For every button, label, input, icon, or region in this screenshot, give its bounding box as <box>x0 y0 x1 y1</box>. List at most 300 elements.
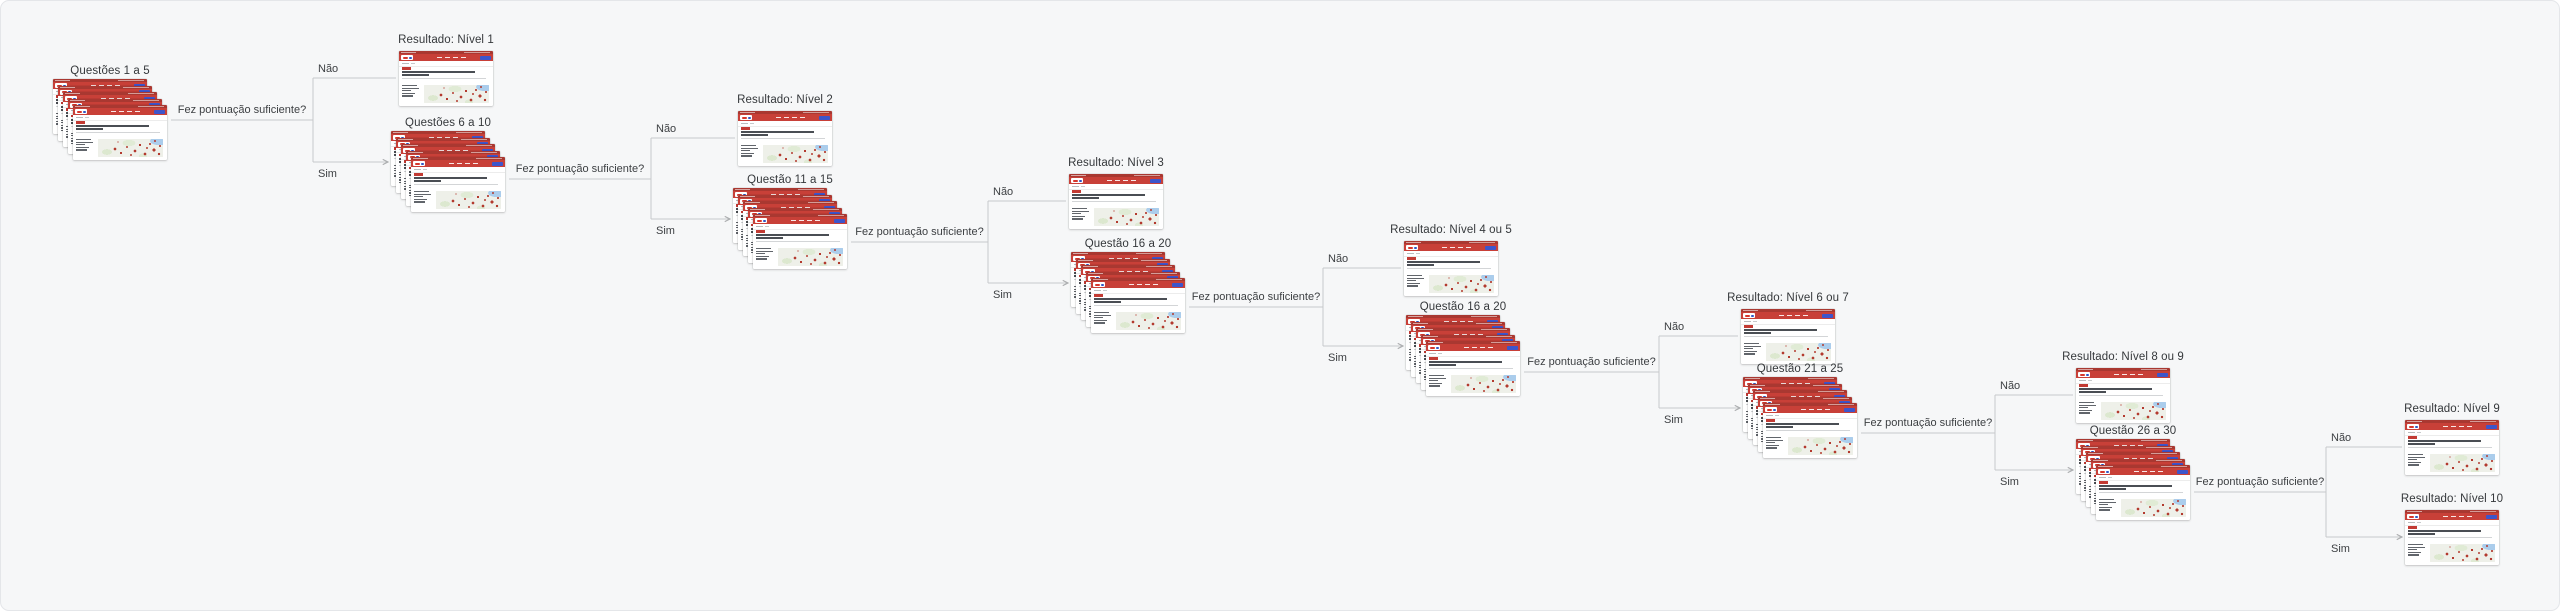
topbar-text <box>1071 175 1086 176</box>
nav-link <box>453 57 458 58</box>
decision-question-label: Fez pontuação suficiente? <box>1191 291 1321 303</box>
topbar-text <box>2407 511 2422 512</box>
topbar-links <box>2146 447 2172 448</box>
topbar-links <box>476 158 502 159</box>
nav-link <box>2459 426 2464 427</box>
headline-line <box>414 177 487 179</box>
nav-link <box>1803 315 1808 316</box>
ccaa-logo <box>1765 407 1777 412</box>
thumbnail-breadcrumb <box>2405 430 2499 436</box>
topbar-text <box>398 139 413 140</box>
thumbnail-navbar <box>753 217 847 224</box>
ccaa-logo <box>1743 313 1755 318</box>
webpage-thumbnail-r8[interactable] <box>2405 510 2499 565</box>
topbar-links <box>464 52 490 53</box>
logo-mark-red <box>403 57 408 59</box>
topbar-text <box>755 215 770 216</box>
nav-link <box>2138 374 2143 375</box>
topbar-links <box>2470 421 2496 422</box>
subtext-line <box>2408 537 2492 538</box>
nav-link <box>1464 347 1469 348</box>
headline-line <box>2079 391 2106 393</box>
topbar-text <box>1755 391 1770 392</box>
thumbnail-navbar <box>1404 244 1498 251</box>
webpage-thumbnail-q2[interactable] <box>411 157 505 212</box>
thumbnail-navbar <box>73 108 167 115</box>
cta-button <box>2177 470 2188 475</box>
nav-link <box>799 220 804 221</box>
breadcrumb-item <box>402 63 409 64</box>
webpage-thumbnail-r1[interactable] <box>399 51 493 106</box>
branch-yes-label: Sim <box>1328 352 1347 364</box>
topbar-links <box>471 152 497 153</box>
branch-no-label: Não <box>1664 321 1685 333</box>
map-image <box>1429 275 1494 294</box>
cta-button <box>154 110 165 115</box>
breadcrumb-item <box>1438 353 1442 354</box>
thumbnail-breadcrumb <box>411 167 505 173</box>
topbar-text <box>745 202 760 203</box>
branch-no-label: Não <box>1328 253 1349 265</box>
topbar-links <box>2156 460 2182 461</box>
subtext-line <box>76 132 160 133</box>
sidebar-text-block <box>1766 437 1786 455</box>
sidebar-text-block <box>1429 375 1449 393</box>
sidebar-text-block <box>2099 499 2119 517</box>
nav-link <box>457 163 462 164</box>
topbar-text <box>70 100 85 101</box>
nav-link <box>1488 347 1493 348</box>
logo-mark-red <box>2409 426 2414 428</box>
breadcrumb-item <box>1072 186 1079 187</box>
headline-line <box>2079 388 2152 390</box>
webpage-thumbnail-q3[interactable] <box>753 214 847 269</box>
topbar-text <box>2098 466 2113 467</box>
branch-no-label: Não <box>993 186 1014 198</box>
ccaa-logo <box>740 115 752 120</box>
node-label-q4: Questão 16 a 20 <box>1084 238 1172 250</box>
category-badge <box>2099 481 2108 484</box>
topbar-text <box>2078 440 2093 441</box>
webpage-thumbnail-q1[interactable] <box>73 105 167 160</box>
topbar-links <box>1469 242 1495 243</box>
nav-link <box>1779 315 1784 316</box>
topbar-text <box>1406 242 1421 243</box>
ccaa-logo <box>2098 469 2110 474</box>
topbar-links <box>2151 453 2177 454</box>
category-badge <box>1072 190 1081 193</box>
thumbnail-navbar <box>399 54 493 61</box>
topbar-text <box>1428 342 1443 343</box>
nav-link <box>1480 347 1485 348</box>
cta-button <box>1844 408 1855 413</box>
subtext-line <box>414 184 498 185</box>
headline-line <box>76 125 149 127</box>
webpage-thumbnail-q5[interactable] <box>1426 341 1520 396</box>
nav-link <box>445 57 450 58</box>
topbar-text <box>1408 316 1423 317</box>
logo-mark-red <box>757 220 762 222</box>
headline-line <box>1766 426 1793 428</box>
topbar-links <box>123 87 149 88</box>
headline-line <box>756 237 783 239</box>
headline-line <box>741 134 768 136</box>
topbar-links <box>798 189 824 190</box>
breadcrumb-item <box>765 226 769 227</box>
breadcrumb-item <box>2099 477 2106 478</box>
topbar-text <box>1750 385 1765 386</box>
breadcrumb-item <box>2408 522 2415 523</box>
breadcrumb-item <box>750 123 754 124</box>
headline-line <box>2408 533 2435 535</box>
nav-link <box>2130 374 2135 375</box>
nav-link <box>2451 516 2456 517</box>
topbar-text <box>413 158 428 159</box>
logo-mark-red <box>2080 374 2085 376</box>
topbar-links <box>1481 329 1507 330</box>
headline-line <box>76 128 103 130</box>
nav-link <box>473 163 478 164</box>
topbar-links <box>461 139 487 140</box>
category-badge <box>1744 325 1753 328</box>
headline-line <box>1094 301 1121 303</box>
category-badge <box>756 230 765 233</box>
nav-link <box>784 117 789 118</box>
headline-line <box>1744 329 1817 331</box>
topbar-links <box>818 215 844 216</box>
breadcrumb-item <box>1094 290 1101 291</box>
nav-link <box>111 111 116 112</box>
topbar-links <box>138 106 164 107</box>
headline-line <box>1094 298 1167 300</box>
nav-link <box>1153 284 1158 285</box>
headline-line <box>2099 488 2126 490</box>
sidebar-text-block <box>414 191 434 209</box>
topbar-text <box>735 189 750 190</box>
breadcrumb-item <box>2108 477 2112 478</box>
category-badge <box>1766 419 1775 422</box>
cta-button <box>1172 283 1183 288</box>
node-label-r2: Resultado: Nível 2 <box>737 94 833 106</box>
topbar-links <box>2161 466 2187 467</box>
nav-link <box>1450 247 1455 248</box>
headline-line <box>1072 197 1099 199</box>
cta-button <box>819 116 830 121</box>
category-badge <box>402 67 411 70</box>
thumbnail-navbar <box>738 114 832 121</box>
map-image <box>2430 454 2495 473</box>
subtext-line <box>2408 447 2492 448</box>
topbar-links <box>1471 316 1497 317</box>
thumbnail-breadcrumb <box>1091 288 1185 294</box>
category-badge <box>76 121 85 124</box>
subtext-line <box>1094 305 1178 306</box>
logo-mark-blue <box>1436 347 1439 349</box>
headline-line <box>2099 485 2172 487</box>
cta-button <box>492 162 503 167</box>
topbar-text <box>65 93 80 94</box>
topbar-text <box>1078 260 1093 261</box>
topbar-links <box>813 209 839 210</box>
topbar-links <box>808 202 834 203</box>
node-label-q3: Questão 11 a 15 <box>747 174 833 186</box>
nav-link <box>1131 180 1136 181</box>
logo-mark-blue <box>1414 247 1417 249</box>
thumbnail-breadcrumb <box>2076 378 2170 384</box>
logo-mark-blue <box>409 57 412 59</box>
breadcrumb-item <box>1407 253 1414 254</box>
branch-no-label: Não <box>2000 380 2021 392</box>
thumbnail-navbar <box>1763 406 1857 413</box>
webpage-thumbnail-q7[interactable] <box>2096 465 2190 520</box>
headline-line <box>2408 443 2435 445</box>
breadcrumb-item <box>1429 353 1436 354</box>
nav-link <box>1129 284 1134 285</box>
nav-link <box>2451 426 2456 427</box>
logo-mark-blue <box>1079 180 1082 182</box>
topbar-links <box>803 112 829 113</box>
nav-link <box>135 111 140 112</box>
topbar-text <box>401 52 416 53</box>
node-label-r3: Resultado: Nível 3 <box>1068 157 1164 169</box>
map-image <box>2101 402 2166 421</box>
topbar-links <box>1476 323 1502 324</box>
breadcrumb-item <box>85 117 89 118</box>
nav-link <box>1145 284 1150 285</box>
sidebar-text-block <box>1072 208 1092 226</box>
topbar-links <box>456 132 482 133</box>
map-image <box>436 191 501 210</box>
node-label-r4: Resultado: Nível 4 ou 5 <box>1390 224 1512 236</box>
nav-link <box>2443 426 2448 427</box>
topbar-text <box>55 80 70 81</box>
ccaa-logo <box>2407 514 2419 519</box>
webpage-thumbnail-r7[interactable] <box>2405 420 2499 475</box>
breadcrumb-item <box>2079 380 2086 381</box>
node-label-q7: Questão 26 a 30 <box>2089 425 2177 437</box>
logo-mark-red <box>415 163 420 165</box>
map-image <box>763 145 828 164</box>
webpage-thumbnail-r5[interactable] <box>1741 309 1835 364</box>
decision-question-label: Fez pontuação suficiente? <box>1527 356 1656 368</box>
node-label-r1: Resultado: Nível 1 <box>398 34 494 46</box>
thumbnail-breadcrumb <box>753 224 847 230</box>
headline-line <box>1407 264 1434 266</box>
headline-line <box>2408 530 2481 532</box>
logo-mark-blue <box>83 111 86 113</box>
breadcrumb-item <box>2088 380 2092 381</box>
map-image <box>778 248 843 267</box>
map-image <box>1766 343 1831 362</box>
node-label-r8: Resultado: Nível 10 <box>2400 493 2504 505</box>
ccaa-logo <box>1406 245 1418 250</box>
branch-yes-label: Sim <box>1664 414 1683 426</box>
topbar-links <box>128 93 154 94</box>
ccaa-logo <box>1428 345 1440 350</box>
topbar-text <box>1423 336 1438 337</box>
cta-button <box>1485 246 1496 251</box>
nav-link <box>465 163 470 164</box>
thumbnail-navbar <box>1741 312 1835 319</box>
breadcrumb-item <box>1753 321 1757 322</box>
nav-link <box>2158 471 2163 472</box>
thumbnail-breadcrumb <box>2405 520 2499 526</box>
ccaa-logo <box>2078 372 2090 377</box>
topbar-links <box>1813 385 1839 386</box>
nav-link <box>2150 471 2155 472</box>
topbar-links <box>1141 260 1167 261</box>
topbar-links <box>1828 404 1854 405</box>
webpage-thumbnail-q6[interactable] <box>1763 403 1857 458</box>
nav-link <box>449 163 454 164</box>
logo-mark-red <box>1095 284 1100 286</box>
headline-line <box>1429 364 1456 366</box>
nav-link <box>776 117 781 118</box>
nav-link <box>1466 247 1471 248</box>
nav-link <box>792 117 797 118</box>
webpage-thumbnail-r2[interactable] <box>738 111 832 166</box>
category-badge <box>1094 294 1103 297</box>
topbar-text <box>1413 323 1428 324</box>
topbar-links <box>1134 175 1160 176</box>
breadcrumb-item <box>2408 432 2415 433</box>
nav-link <box>807 220 812 221</box>
topbar-text <box>1765 404 1780 405</box>
nav-link <box>2134 471 2139 472</box>
topbar-links <box>1136 253 1162 254</box>
logo-mark-blue <box>1751 315 1754 317</box>
nav-link <box>437 57 442 58</box>
subtext-line <box>1072 201 1156 202</box>
logo-mark-red <box>1408 247 1413 249</box>
category-badge <box>414 173 423 176</box>
topbar-text <box>1743 310 1758 311</box>
category-badge <box>1407 257 1416 260</box>
nav-link <box>1442 247 1447 248</box>
thumbnail-breadcrumb <box>73 115 167 121</box>
nav-link <box>1137 284 1142 285</box>
map-image <box>2121 499 2186 518</box>
decision-question-label: Fez pontuação suficiente? <box>855 226 984 238</box>
map-image <box>1451 375 1516 394</box>
cta-button <box>2157 373 2168 378</box>
topbar-links <box>2470 511 2496 512</box>
topbar-text <box>1093 279 1108 280</box>
webpage-thumbnail-q4[interactable] <box>1091 278 1185 333</box>
ccaa-logo <box>1071 178 1083 183</box>
topbar-text <box>75 106 90 107</box>
nav-link <box>1472 347 1477 348</box>
topbar-text <box>60 87 75 88</box>
topbar-links <box>2141 369 2167 370</box>
ccaa-logo <box>2407 424 2419 429</box>
logo-mark-blue <box>763 220 766 222</box>
topbar-text <box>1418 329 1433 330</box>
webpage-thumbnail-r6[interactable] <box>2076 368 2170 423</box>
thumbnail-breadcrumb <box>1426 351 1520 357</box>
map-image <box>1116 312 1181 331</box>
thumbnail-breadcrumb <box>1763 413 1857 419</box>
sidebar-text-block <box>741 145 761 163</box>
headline-line <box>741 131 814 133</box>
subtext-line <box>741 138 825 139</box>
topbar-text <box>1745 378 1760 379</box>
breadcrumb-item <box>411 63 415 64</box>
thumbnail-navbar <box>411 160 505 167</box>
headline-line <box>414 180 441 182</box>
branch-yes-label: Sim <box>656 225 675 237</box>
thumbnail-breadcrumb <box>399 61 493 67</box>
thumbnail-breadcrumb <box>1741 319 1835 325</box>
nav-link <box>800 117 805 118</box>
nav-link <box>2459 516 2464 517</box>
topbar-text <box>750 209 765 210</box>
branch-yes-label: Sim <box>318 168 337 180</box>
cta-button <box>1507 346 1518 351</box>
logo-mark-red <box>1073 180 1078 182</box>
sidebar-text-block <box>2408 544 2428 562</box>
thumbnail-breadcrumb <box>1404 251 1498 257</box>
map-image <box>424 85 489 104</box>
topbar-text <box>1073 253 1088 254</box>
breadcrumb-item <box>414 169 421 170</box>
topbar-links <box>1808 378 1834 379</box>
logo-mark-blue <box>748 117 751 119</box>
decision-question-label: Fez pontuação suficiente? <box>515 163 645 175</box>
webpage-thumbnail-r3[interactable] <box>1069 174 1163 229</box>
nav-link <box>1817 409 1822 410</box>
cta-button <box>480 56 491 61</box>
topbar-text <box>740 112 755 113</box>
logo-mark-blue <box>1101 284 1104 286</box>
cta-button <box>834 219 845 224</box>
ccaa-logo <box>1093 282 1105 287</box>
logo-mark-blue <box>2106 471 2109 473</box>
nav-link <box>461 57 466 58</box>
branch-no-label: Não <box>656 123 677 135</box>
cta-button <box>1150 179 1161 184</box>
category-badge <box>2408 526 2417 529</box>
nav-link <box>1795 315 1800 316</box>
nav-link <box>1825 409 1830 410</box>
thumbnail-navbar <box>2405 423 2499 430</box>
sidebar-text-block <box>1744 343 1764 361</box>
subtext-line <box>2099 492 2183 493</box>
thumbnail-navbar <box>2096 468 2190 475</box>
topbar-links <box>1491 342 1517 343</box>
topbar-text <box>403 145 418 146</box>
node-label-r7: Resultado: Nível 9 <box>2404 403 2500 415</box>
nav-link <box>2142 471 2147 472</box>
logo-mark-red <box>1745 315 1750 317</box>
map-image <box>1788 437 1853 456</box>
logo-mark-red <box>77 111 82 113</box>
topbar-links <box>1806 310 1832 311</box>
subtext-line <box>402 78 486 79</box>
breadcrumb-item <box>423 169 427 170</box>
topbar-links <box>1156 279 1182 280</box>
topbar-links <box>1146 266 1172 267</box>
headline-line <box>1429 361 1502 363</box>
topbar-links <box>1486 336 1512 337</box>
topbar-text <box>2083 447 2098 448</box>
topbar-text <box>2093 460 2108 461</box>
webpage-thumbnail-r4[interactable] <box>1404 241 1498 296</box>
topbar-text <box>1088 273 1103 274</box>
topbar-links <box>133 100 159 101</box>
topbar-text <box>1760 398 1775 399</box>
logo-mark-red <box>1430 347 1435 349</box>
